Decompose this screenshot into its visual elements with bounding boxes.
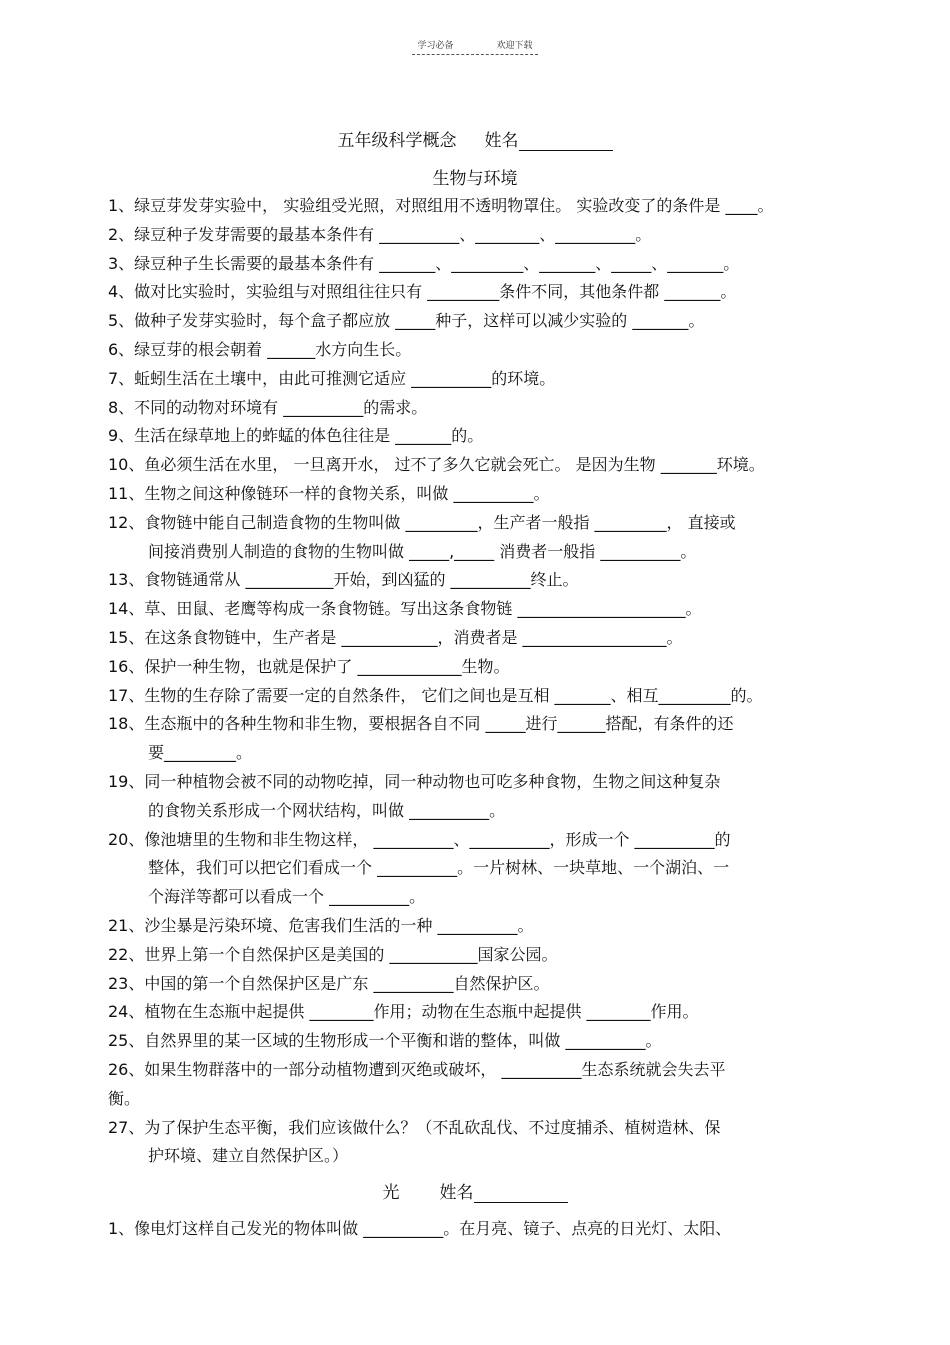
question-25: 25、自然界里的某一区域的生物形成一个平衡和谐的整体，叫做 __________。 bbox=[108, 1031, 662, 1051]
question-26: 26、如果生物群落中的一部分动植物遭到灭绝或破坏， __________生态系统就会失去平 bbox=[108, 1059, 726, 1079]
name-label: 姓名 bbox=[484, 131, 519, 151]
question-20-continued: 整体，我们可以把它们看成一个 __________。一片树林、一块草地、一个湖泊、一 bbox=[148, 858, 730, 878]
section-heading-biology-environment: 生物与环境 bbox=[432, 169, 518, 189]
question-18-continued: 要_________。 bbox=[148, 743, 253, 763]
question-12-continued: 间接消费别人制造的食物的生物叫做 _____,_____ 消费者一般指 __________。 bbox=[148, 541, 697, 561]
question-list-light bbox=[108, 1215, 848, 1244]
question-6: 6、绿豆芽的根会朝着 ______水方向生长。 bbox=[108, 339, 412, 359]
question-20: 20、像池塘里的生物和非生物这样， __________、__________，形成一个 __________的 bbox=[108, 829, 731, 849]
question-10: 10、鱼必须生活在水里， 一旦离开水， 过不了多久它就会死亡。 是因为生物 _______环境。 bbox=[108, 455, 765, 475]
question-16: 16、保护一种生物，也就是保护了 _____________生物。 bbox=[108, 656, 510, 676]
section2-heading-text: 光 bbox=[382, 1183, 400, 1203]
section2-name-label: 姓名 bbox=[439, 1183, 474, 1203]
question-26-continued: 衡。 bbox=[108, 1088, 141, 1108]
question-14: 14、草、田鼠、老鹰等构成一条食物链。写出这条食物链 _____________________。 bbox=[108, 599, 702, 619]
question-5: 5、做种子发芽实验时，每个盒子都应放 _____种子，这样可以减少实验的 _______。 bbox=[108, 311, 705, 331]
question-1: 1、绿豆芽发芽实验中， 实验组受光照，对照组用不透明物罩住。 实验改变了的条件是 ____。 bbox=[108, 196, 774, 215]
question-8: 8、不同的动物对环境有 __________的需求。 bbox=[108, 397, 428, 417]
question-21: 21、沙尘暴是污染环境、危害我们生活的一种 __________。 bbox=[108, 915, 534, 935]
question-12: 12、食物链中能自己制造食物的生物叫做 _________，生产者一般指 _________， 直接或 bbox=[108, 512, 736, 532]
header-right-text: 欢迎下载 bbox=[496, 41, 533, 51]
question-15: 15、在这条食物链中，生产者是 ____________，消费者是 __________________。 bbox=[108, 627, 683, 647]
question-23: 23、中国的第一个自然保护区是广东 __________自然保护区。 bbox=[108, 973, 550, 993]
question-18: 18、生态瓶中的各种生物和非生物，要根据各自不同 _____进行______搭配，有条件的还 bbox=[108, 714, 734, 734]
question-27-continued: 护环境、建立自然保护区。） bbox=[148, 1146, 349, 1166]
worksheet-title bbox=[0, 126, 950, 151]
question-19: 19、同一种植物会被不同的动物吃掉，同一种动物也可吃多种食物，生物之间这种复杂 bbox=[108, 771, 721, 791]
question-22: 22、世界上第一个自然保护区是美国的 ___________国家公园。 bbox=[108, 944, 558, 964]
name-blank bbox=[519, 134, 613, 151]
light-question-1: 1、像电灯这样自己发光的物体叫做 __________。在月亮、镜子、点亮的日光灯、太阳、 bbox=[108, 1219, 732, 1238]
question-20-continued-2: 个海洋等都可以看成一个 __________。 bbox=[148, 887, 426, 907]
question-7: 7、蚯蚓生活在土壤中，由此可推测它适应 __________的环境。 bbox=[108, 368, 556, 388]
question-19-continued: 的食物关系形成一个网状结构，叫做 __________。 bbox=[148, 800, 506, 820]
header-divider bbox=[412, 54, 538, 55]
question-4: 4、做对比实验时，实验组与对照组往往只有 _________条件不同，其他条件都 _______。 bbox=[108, 282, 737, 302]
question-11: 11、生物之间这种像链环一样的食物关系，叫做 __________。 bbox=[108, 483, 550, 503]
question-13: 13、食物链通常从 ___________开始，到凶猛的 __________终止。 bbox=[108, 570, 579, 590]
section2-name-blank bbox=[474, 1186, 568, 1203]
header-left-text: 学习必备 bbox=[417, 41, 454, 51]
question-2: 2、绿豆种子发芽需要的最基本条件有 __________、________、__________。 bbox=[108, 224, 652, 244]
page-header bbox=[0, 38, 950, 51]
question-3: 3、绿豆种子生长需要的最基本条件有 _______、_________、_______、_____、_______。 bbox=[108, 253, 740, 273]
question-17: 17、生物的生存除了需要一定的自然条件， 它们之间也是互相 _______、相互_________的。 bbox=[108, 685, 763, 705]
question-9: 9、生活在绿草地上的蚱蜢的体色往往是 _______的。 bbox=[108, 426, 484, 446]
title-text: 五年级科学概念 bbox=[337, 131, 457, 151]
question-24: 24、植物在生态瓶中起提供 ________作用；动物在生态瓶中起提供 ________作用。 bbox=[108, 1002, 699, 1022]
section-heading-light bbox=[0, 1178, 950, 1203]
question-list bbox=[108, 192, 848, 1171]
question-27: 27、为了保护生态平衡，我们应该做什么？（不乱砍乱伐、不过度捕杀、植树造林、保 bbox=[108, 1117, 721, 1137]
